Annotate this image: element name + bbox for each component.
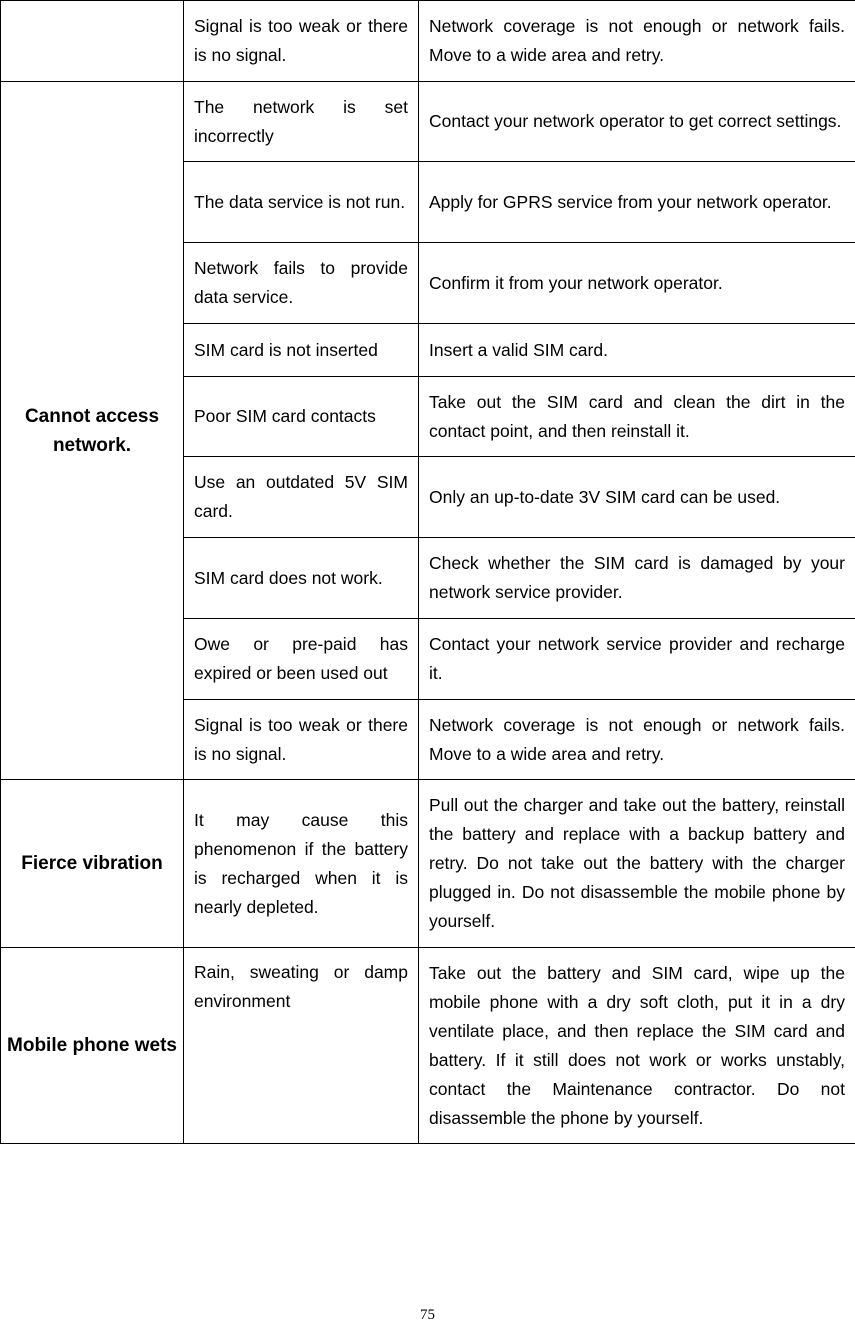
solution-cell: Network coverage is not enough or network fails. Move to a wide area and retry. [419, 1, 855, 82]
page-number: 75 [420, 1307, 435, 1323]
solution-cell: Take out the SIM card and clean the dirt in the contact point, and then reinstall it. [419, 377, 855, 457]
problem-cell-empty [1, 1, 184, 82]
table-row [1, 948, 855, 1144]
problem-cell-fierce-vibration: Fierce vibration [1, 780, 184, 948]
cause-cell: It may cause this phenomenon if the battery is recharged when it is nearly depleted. [184, 780, 419, 948]
solution-cell: Network coverage is not enough or network fails. Move to a wide area and retry. [419, 700, 855, 780]
solution-cell: Apply for GPRS service from your network operator. [419, 162, 855, 243]
cause-cell: The data service is not run. [184, 162, 419, 243]
solution-cell: Only an up-to-date 3V SIM card can be used. [419, 457, 855, 538]
solution-cell: Confirm it from your network operator. [419, 243, 855, 324]
cause-cell: Signal is too weak or there is no signal. [184, 1, 419, 82]
solution-cell: Contact your network operator to get correct settings. [419, 82, 855, 162]
problem-cell-cannot-access: Cannot access network. [1, 82, 184, 780]
solution-cell: Insert a valid SIM card. [419, 324, 855, 377]
solution-cell: Check whether the SIM card is damaged by your network service provider. [419, 538, 855, 619]
table-row [1, 1, 855, 82]
solution-cell: Take out the battery and SIM card, wipe up the mobile phone with a dry soft cloth, put it in a dry ventilate place, and then replace the SIM card and battery. If it still does not work or works unstably, contact the Maintenance contractor. Do not disassemble the phone by yourself. [419, 948, 855, 1144]
cause-cell: SIM card is not inserted [184, 324, 419, 377]
cause-cell: Network fails to provide data service. [184, 243, 419, 324]
solution-cell: Contact your network service provider and recharge it. [419, 619, 855, 700]
cause-cell: Signal is too weak or there is no signal. [184, 700, 419, 780]
cause-cell: The network is set incorrectly [184, 82, 419, 162]
problem-cell-phone-wets: Mobile phone wets [1, 948, 184, 1144]
table-row [1, 82, 855, 162]
cause-cell: Rain, sweating or damp environment [184, 948, 419, 1144]
cause-cell: Use an outdated 5V SIM card. [184, 457, 419, 538]
cause-cell: SIM card does not work. [184, 538, 419, 619]
cause-cell: Owe or pre-paid has expired or been used out [184, 619, 419, 700]
solution-cell: Pull out the charger and take out the battery, reinstall the battery and replace with a backup battery and retry. Do not take out the battery with the charger plugged in. Do not disassemble the mobile phone by yourself. [419, 780, 855, 948]
cause-cell: Poor SIM card contacts [184, 377, 419, 457]
table-row [1, 780, 855, 948]
